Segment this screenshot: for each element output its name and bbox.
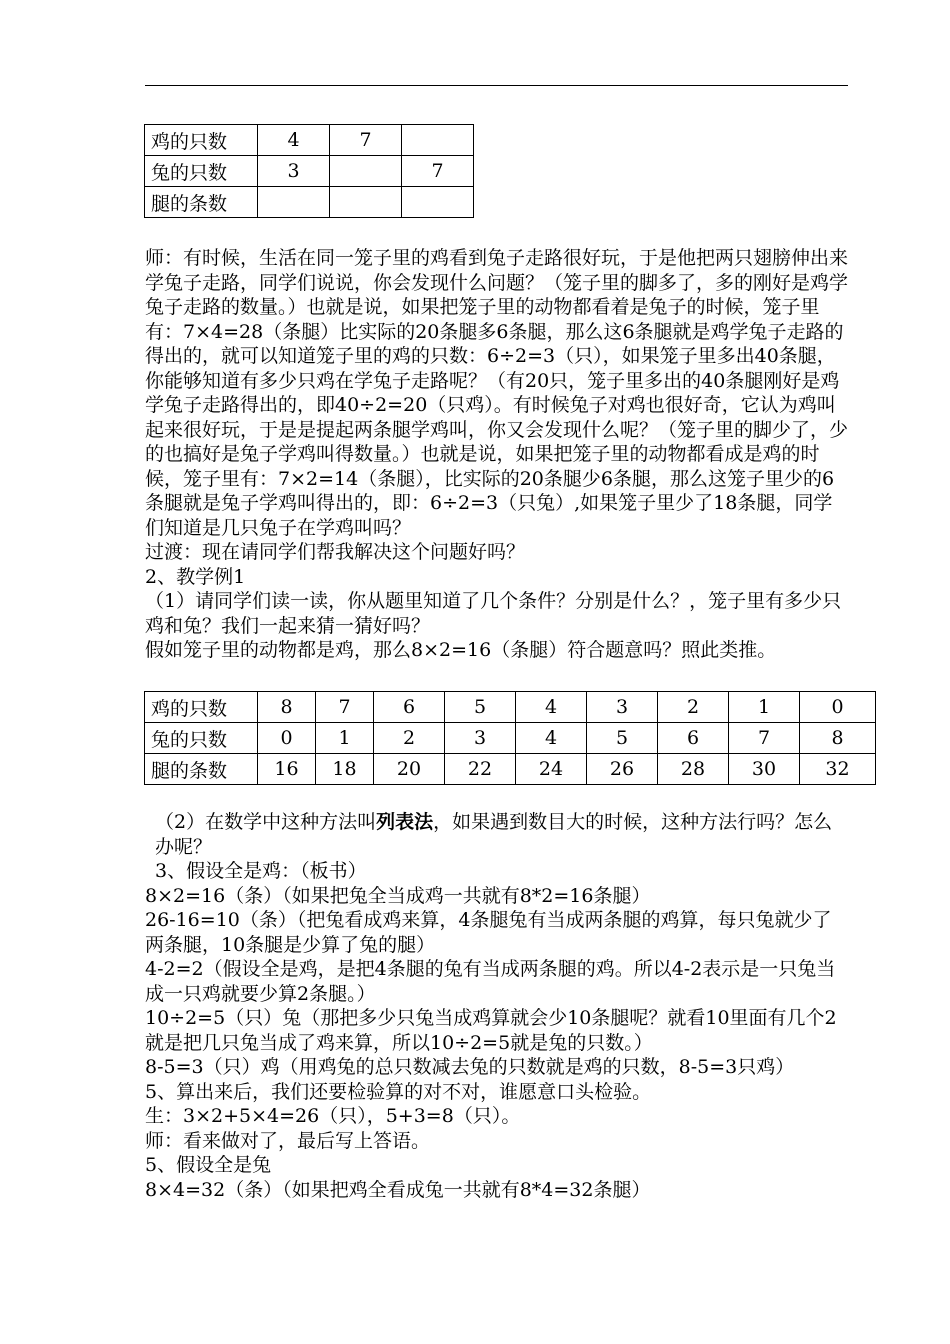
- lesson-text-part2: [145, 810, 850, 1202]
- row-label: 鸡的只数: [145, 692, 258, 723]
- table-cell: 4: [516, 723, 587, 754]
- table-cell: 2: [374, 723, 445, 754]
- table-cell: 7: [729, 723, 800, 754]
- table-cell: 6: [658, 723, 729, 754]
- row-label: 兔的只数: [145, 723, 258, 754]
- bold-term: 列表法: [376, 811, 434, 833]
- row-label: 腿的条数: [145, 187, 258, 218]
- table-cell: 5: [445, 692, 516, 723]
- table-row: [145, 125, 474, 156]
- table-cell: 7: [330, 125, 402, 156]
- paragraph: 4-2=2（假设全是鸡，是把4条腿的兔有当成两条腿的鸡。所以4-2表示是一只兔当成一只鸡就要少算2条腿。）: [145, 958, 836, 1005]
- table-cell: 30: [729, 754, 800, 785]
- table-cell: 7: [402, 156, 474, 187]
- paragraph: 5、假设全是兔: [145, 1154, 272, 1176]
- paragraph: 师：有时候，生活在同一笼子里的鸡看到兔子走路很好玩，于是他把两只翅膀伸出来学兔子走路，同学们说说，你会发现什么问题？（笼子里的脚多了，多的刚好是鸡学兔子走路的数量。）也就是说，如果把笼子里的动物都看着是兔子的时候，笼子里有：7×4=28（条腿）比实际的20条腿多6条腿，那么这6条腿就是鸡学兔子走路的得出的，就可以知道笼子里的鸡的只数：6÷2=3（只），如果笼子里多出40条腿，你能够知道有多少只鸡在学兔子走路呢？（有20只，笼子里多出的40条腿刚好是鸡学兔子走路得出的，即40÷2=20（只鸡）。有时候兔子对鸡也很好奇，它认为鸡叫起来很好玩，于是是提起两条腿学鸡叫，你又会发现什么呢？（笼子里的脚少了，少的也搞好是兔子学鸡叫得数量。）也就是说，如果把笼子里的动物都看成是鸡的时候，笼子里有：7×2=14（条腿），比实际的20条腿少6条腿，那么这笼子里少的6条腿就是兔子学鸡叫得出的，即：6÷2=3（只兔）,如果笼子里少了18条腿，同学们知道是几只兔子在学鸡叫吗？: [145, 247, 849, 539]
- table-cell: 28: [658, 754, 729, 785]
- table-cell: 3: [258, 156, 330, 187]
- paragraph: 过渡：现在请同学们帮我解决这个问题好吗？: [145, 541, 526, 563]
- table-cell: 0: [800, 692, 876, 723]
- table-row: [145, 754, 876, 785]
- table-cell: 8: [800, 723, 876, 754]
- table-cell: 5: [587, 723, 658, 754]
- table-cell: [402, 187, 474, 218]
- table-cell: [258, 187, 330, 218]
- table-cell: 18: [316, 754, 374, 785]
- table-cell: [330, 156, 402, 187]
- paragraph: 26-16=10（条）（把兔看成鸡来算，4条腿兔有当成两条腿的鸡算，每只兔就少了两条腿，10条腿是少算了兔的腿）: [145, 909, 832, 956]
- header-rule: [145, 85, 848, 86]
- table-cell: 3: [587, 692, 658, 723]
- table-cell: 0: [258, 723, 316, 754]
- row-label: 腿的条数: [145, 754, 258, 785]
- table-row: [145, 692, 876, 723]
- table-cell: 20: [374, 754, 445, 785]
- paragraph: 10÷2=5（只）兔（那把多少只兔当成鸡算就会少10条腿呢？就看10里面有几个2就是把几只兔当成了鸡来算，所以10÷2=5就是兔的只数。）: [145, 1007, 837, 1054]
- table-cell: 3: [445, 723, 516, 754]
- table-cell: 2: [658, 692, 729, 723]
- paragraph: （1）请同学们读一读，你从题里知道了几个条件？分别是什么？，笼子里有多少只鸡和兔？我们一起来猜一猜好吗？: [145, 590, 842, 637]
- table-row: [145, 723, 876, 754]
- lesson-text-part1: [145, 246, 850, 663]
- table-cell: 8: [258, 692, 316, 723]
- paragraph: 生：3×2+5×4=26（只），5+3=8（只）。: [145, 1105, 521, 1127]
- table-cell: 32: [800, 754, 876, 785]
- paragraph: 2、教学例1: [145, 565, 246, 588]
- table-cell: 4: [258, 125, 330, 156]
- paragraph: 8×2=16（条）（如果把兔全当成鸡一共就有8*2=16条腿）: [145, 884, 651, 907]
- paragraph: 假如笼子里的动物都是鸡，那么8×2=16（条腿）符合题意吗？照此类推。: [145, 639, 777, 661]
- text-run: ，如果遇到数目大的时候，这种方法行吗？怎么办呢？: [155, 811, 833, 858]
- table-cell: 26: [587, 754, 658, 785]
- paragraph: 8×4=32（条）（如果把鸡全看成兔一共就有8*4=32条腿）: [145, 1178, 651, 1201]
- table-cell: 24: [516, 754, 587, 785]
- table-cell: 6: [374, 692, 445, 723]
- paragraph: 师：看来做对了，最后写上答语。: [145, 1129, 431, 1152]
- paragraph: 3、假设全是鸡：（板书）: [155, 860, 367, 882]
- table-cell: 7: [316, 692, 374, 723]
- table-row: [145, 156, 474, 187]
- row-label: 鸡的只数: [145, 125, 258, 156]
- paragraph: 8-5=3（只）鸡（用鸡兔的总只数减去兔的只数就是鸡的只数，8-5=3只鸡）: [145, 1056, 795, 1078]
- paragraph: 5、算出来后，我们还要检验算的对不对，谁愿意口头检验。: [145, 1080, 652, 1103]
- text-run: （2）在数学中这种方法叫: [155, 811, 377, 833]
- table-guess-small: [144, 124, 474, 218]
- table-cell: 1: [729, 692, 800, 723]
- table-list-method: [144, 691, 876, 785]
- table-cell: [402, 125, 474, 156]
- paragraph: [145, 810, 850, 859]
- table-cell: 22: [445, 754, 516, 785]
- table-row: [145, 187, 474, 218]
- table-cell: 1: [316, 723, 374, 754]
- table-cell: [330, 187, 402, 218]
- table-cell: 16: [258, 754, 316, 785]
- row-label: 兔的只数: [145, 156, 258, 187]
- table-cell: 4: [516, 692, 587, 723]
